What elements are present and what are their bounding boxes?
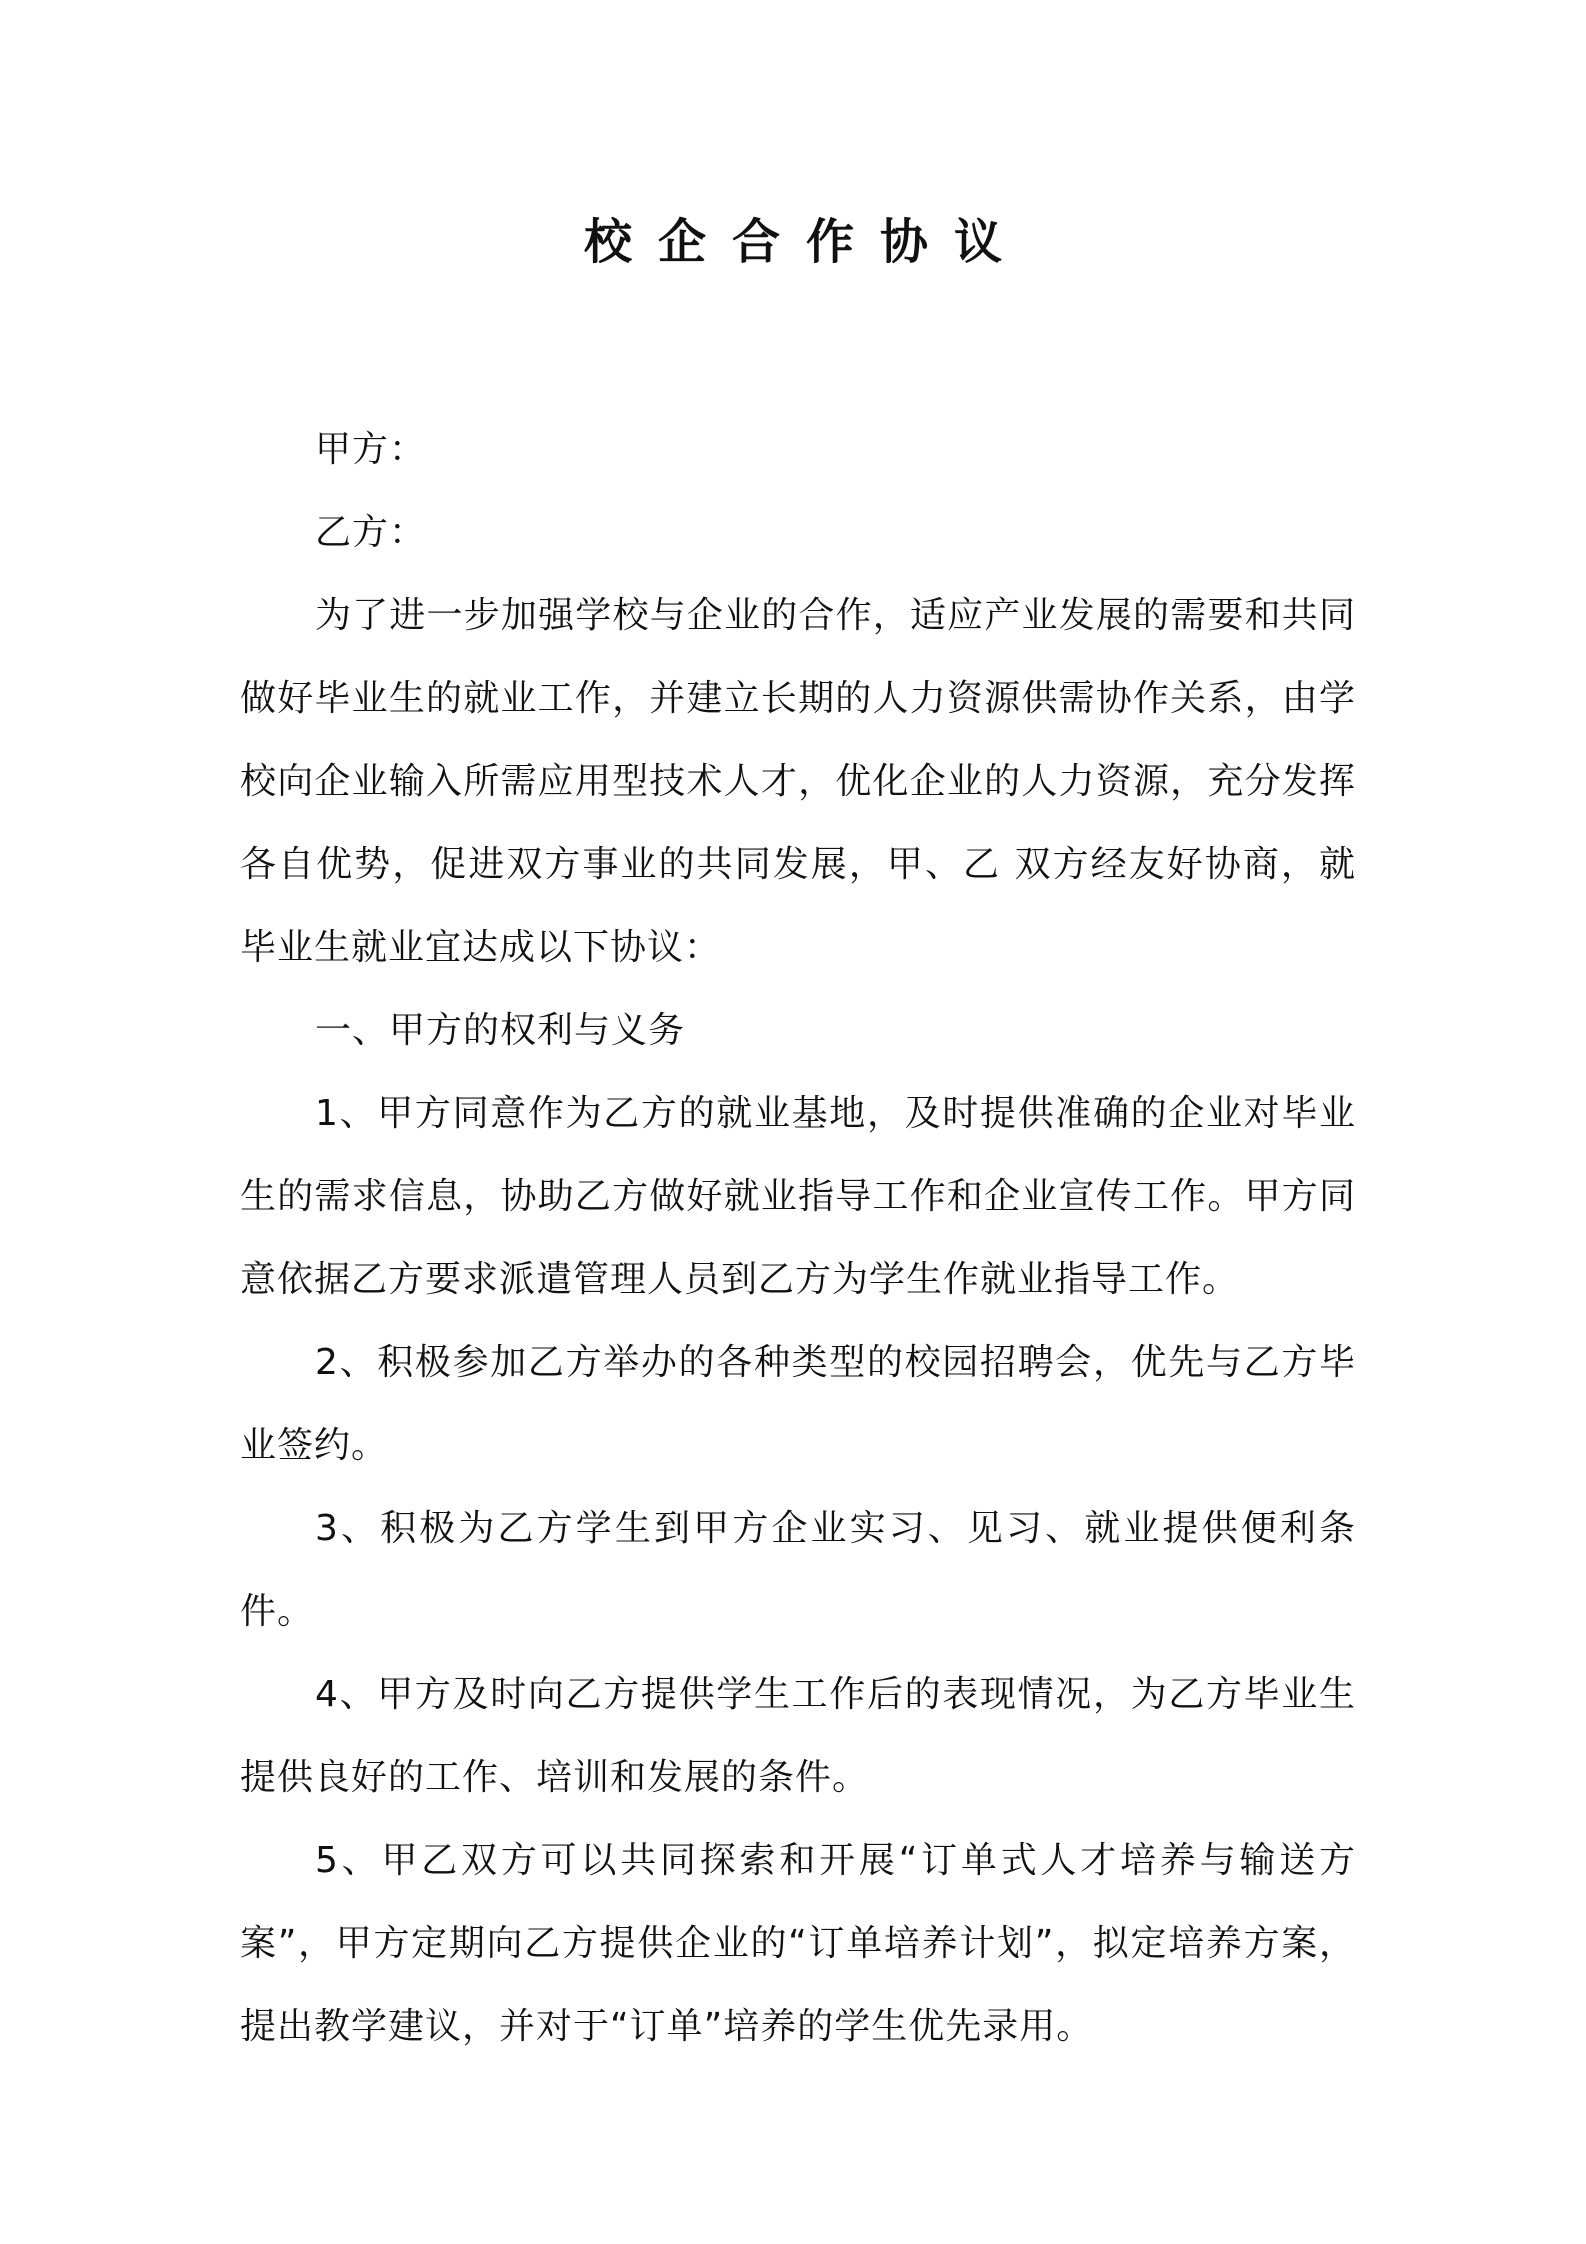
intro-paragraph: 为了进一步加强学校与企业的合作，适应产业发展的需要和共同做好毕业生的就业工作，并建立长期的人力资源供需协作关系，由学校向企业输入所需应用型技术人才，优化企业的人力资源，充分发挥各自优势，促进双方事业的共同发展，甲、乙 双方经友好协商，就毕业生就业宜达成以下协议： bbox=[240, 595, 1356, 968]
party-b-line: 乙方： bbox=[315, 512, 427, 553]
document-title: 校企合作协议 bbox=[583, 214, 1028, 270]
clause-3: 3、积极为乙方学生到甲方企业实习、见习、就业提供便利条件。 bbox=[240, 1508, 1356, 1632]
clause-1: 1、甲方同意作为乙方的就业基地，及时提供准确的企业对毕业生的需求信息，协助乙方做好就业指导工作和企业宣传工作。甲方同意依据乙方要求派遣管理人员到乙方为学生作就业指导工作。 bbox=[240, 1093, 1356, 1300]
clause-4: 4、甲方及时向乙方提供学生工作后的表现情况，为乙方毕业生提供良好的工作、培训和发展的条件。 bbox=[240, 1674, 1356, 1798]
party-a-line: 甲方： bbox=[315, 429, 427, 470]
document-body bbox=[240, 408, 1356, 2068]
clause-5: 5、甲乙双方可以共同探索和开展“订单式人才培养与输送方案”，甲方定期向乙方提供企业的“订单培养计划”，拟定培养方案，提出教学建议，并对于“订单”培养的学生优先录用。 bbox=[240, 1840, 1356, 2047]
section-heading: 一、甲方的权利与义务 bbox=[315, 1010, 686, 1051]
clause-2: 2、积极参加乙方举办的各种类型的校园招聘会，优先与乙方毕业签约。 bbox=[240, 1342, 1356, 1466]
